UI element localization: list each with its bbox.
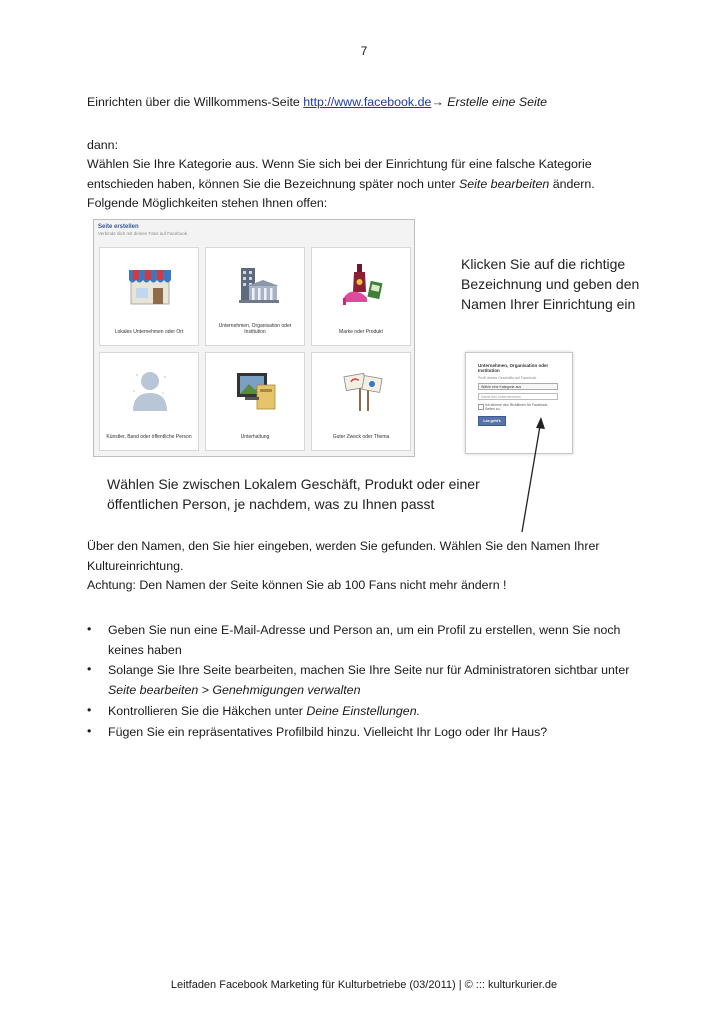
page-footer: Leitfaden Facebook Marketing für Kulturbetriebe (03/2011) | © ::: kulturkurier.de	[170, 979, 558, 991]
tile-label: Guter Zweck oder Thema	[332, 434, 390, 440]
para2-line2: Kultureinrichtung.	[87, 559, 184, 573]
bullet-marker: •	[87, 724, 92, 738]
para1-line3	[87, 175, 595, 193]
bullet4-line: Fügen Sie ein repräsentatives Profilbild hinzu. Vielleicht Ihr Logo oder Ihr Haus?	[108, 725, 548, 739]
tile-brand-product[interactable]	[311, 247, 411, 346]
bullet3-line	[108, 702, 420, 720]
agree-label: Ich stimme den Richtlinien für Facebook-Seiten zu.	[485, 403, 549, 411]
category-select[interactable]: Wähle eine Kategorie aus	[478, 383, 558, 390]
screenshot-title: Seite erstellen	[98, 224, 139, 230]
para1-line3-em: Seite bearbeiten	[459, 177, 550, 191]
callout-right-line1: Klicken Sie auf die richtige	[461, 256, 626, 272]
screenshot-subtitle: Verbinde dich mit deinen Fans auf Facebook.	[98, 231, 189, 236]
tile-local-business[interactable]	[99, 247, 199, 346]
page-name-form	[465, 352, 573, 454]
bullet3-text: Kontrollieren Sie die Häkchen unter	[108, 704, 307, 718]
storefront-icon	[125, 262, 175, 308]
intro-lead: Einrichten über die Willkommens-Seite	[87, 95, 304, 109]
tile-company[interactable]	[205, 247, 305, 346]
tile-artist[interactable]	[99, 352, 199, 451]
callout-bottom-line2: öffentlichen Person, je nachdem, was zu Ihnen passt	[107, 496, 435, 512]
para2-line3: Achtung: Den Namen der Seite können Sie ab 100 Fans nicht mehr ändern !	[87, 578, 507, 592]
bullet2-line2: Seite bearbeiten > Genehmigungen verwalten	[108, 683, 361, 697]
entertainment-icon	[231, 367, 281, 413]
person-silhouette-icon	[125, 367, 175, 413]
tile-entertainment[interactable]	[205, 352, 305, 451]
para1-line3-b: ändern.	[549, 177, 595, 191]
tile-label: Unterhaltung	[240, 434, 270, 440]
callout-right	[461, 254, 639, 314]
callout-right-line2: Bezeichnung und geben den	[461, 276, 640, 292]
para2-line1: Über den Namen, den Sie hier eingeben, werden Sie gefunden. Wählen Sie den Namen Ihrer	[87, 539, 600, 553]
callout-bottom-line1: Wählen Sie zwischen Lokalem Geschäft, Produkt oder einer	[107, 476, 480, 492]
tile-label: Marke oder Produkt	[339, 329, 383, 335]
office-building-icon	[231, 262, 281, 308]
tile-label: Lokales Unternehmen oder Ort	[114, 329, 184, 335]
protest-signs-icon	[337, 367, 387, 413]
form-subtitle: Profil deines Geschäfts auf Facebook.	[478, 376, 538, 380]
company-name-input[interactable]: Name des Unternehmens	[478, 393, 558, 400]
tile-label: Unternehmen, Organisation oder Institution	[218, 323, 292, 335]
arrow-icon: →	[431, 95, 444, 109]
bullet-marker: •	[87, 703, 92, 717]
agree-checkbox[interactable]	[478, 404, 484, 410]
tile-cause[interactable]	[311, 352, 411, 451]
callout-bottom	[107, 474, 480, 514]
page-number: 7	[360, 44, 368, 58]
intro-target: Erstelle eine Seite	[443, 95, 548, 109]
para1-line1: dann:	[87, 138, 119, 152]
para1-line3-a: entschieden haben, können Sie die Bezeichnung später noch unter	[87, 177, 459, 191]
bullet1-line2: keines haben	[108, 643, 182, 657]
bullet3-em: Deine Einstellungen.	[306, 704, 421, 718]
products-icon	[337, 262, 387, 308]
form-title: Unternehmen, Organisation oder Institution	[478, 363, 549, 373]
bullet-marker: •	[87, 662, 92, 676]
callout-right-line3: Namen Ihrer Einrichtung ein	[461, 296, 636, 312]
para1-line4: Folgende Möglichkeiten stehen Ihnen offen:	[87, 196, 328, 210]
start-button[interactable]: Los geht's	[478, 416, 506, 426]
screenshot-header	[98, 224, 188, 236]
tile-label: Künstler, Band oder öffentliche Person	[106, 434, 192, 440]
para1-line2: Wählen Sie Ihre Kategorie aus. Wenn Sie sich bei der Einrichtung für eine falsche Kategorie	[87, 157, 592, 171]
create-page-screenshot	[93, 219, 415, 457]
facebook-link[interactable]: http://www.facebook.de	[303, 95, 432, 109]
bullet1-line1: Geben Sie nun eine E-Mail-Adresse und Person an, um ein Profil zu erstellen, wenn Sie noch	[108, 623, 621, 637]
intro-line	[87, 93, 547, 111]
bullet2-line1: Solange Sie Ihre Seite bearbeiten, machen Sie Ihre Seite nur für Administratoren sichtbar unter	[108, 663, 630, 677]
bullet-marker: •	[87, 622, 92, 636]
